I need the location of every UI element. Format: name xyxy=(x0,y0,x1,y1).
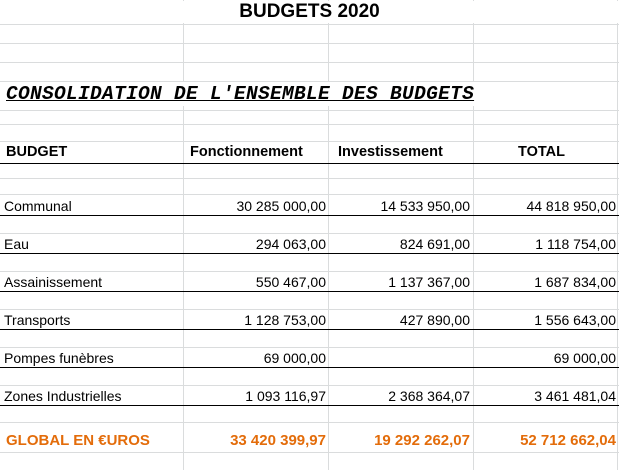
row-label[interactable]: Eau xyxy=(4,236,29,252)
row-label[interactable]: Pompes funèbres xyxy=(4,350,114,366)
grid-row-line xyxy=(0,110,619,111)
grid-row-line xyxy=(0,452,619,453)
grid-row-line xyxy=(0,178,619,179)
cell-total[interactable]: 44 818 950,00 xyxy=(475,197,616,215)
cell-total[interactable]: 1 118 754,00 xyxy=(475,235,616,253)
column-header-investissement[interactable]: Investissement xyxy=(338,144,443,160)
row-label[interactable]: Assainissement xyxy=(4,274,103,290)
header-border xyxy=(0,163,619,164)
grid-row-line xyxy=(0,271,619,272)
global-total-label[interactable]: GLOBAL EN €UROS xyxy=(6,432,150,449)
sheet-title[interactable]: BUDGETS 2020 xyxy=(0,1,619,23)
cell-fonctionnement[interactable]: 550 467,00 xyxy=(186,273,326,291)
cell-total[interactable]: 3 461 481,04 xyxy=(475,387,616,405)
cell-investissement[interactable]: 14 533 950,00 xyxy=(330,197,470,215)
grid-row-line xyxy=(0,124,619,125)
grid-column-line xyxy=(473,0,474,470)
grid-column-line xyxy=(617,0,618,470)
grid-row-line xyxy=(0,422,619,423)
row-label[interactable]: Transports xyxy=(4,312,71,328)
grid-row-line xyxy=(0,233,619,234)
cell-fonctionnement[interactable]: 1 128 753,00 xyxy=(186,311,326,329)
grid-row-line xyxy=(0,347,619,348)
cell-investissement[interactable]: 1 137 367,00 xyxy=(330,273,470,291)
global-total-investissement[interactable]: 19 292 262,07 xyxy=(330,431,470,451)
column-header-budget[interactable]: BUDGET xyxy=(6,144,68,160)
global-total-total[interactable]: 52 712 662,04 xyxy=(475,431,616,451)
cell-fonctionnement[interactable]: 30 285 000,00 xyxy=(186,197,326,215)
grid-row-line xyxy=(0,62,619,63)
grid-row-line xyxy=(0,43,619,44)
grid-row-line xyxy=(0,385,619,386)
row-border xyxy=(0,405,619,406)
row-border xyxy=(0,253,619,254)
grid-row-line xyxy=(0,309,619,310)
row-border xyxy=(0,215,619,216)
grid-row-line xyxy=(0,24,619,25)
grid-row-line xyxy=(0,194,619,195)
cell-total[interactable]: 1 687 834,00 xyxy=(475,273,616,291)
global-total-fonctionnement[interactable]: 33 420 399,97 xyxy=(186,431,326,451)
grid-column-line xyxy=(328,0,329,470)
column-header-fonctionnement[interactable]: Fonctionnement xyxy=(190,144,303,160)
grid-column-line xyxy=(183,0,184,470)
cell-total[interactable]: 69 000,00 xyxy=(475,349,616,367)
cell-total[interactable]: 1 556 643,00 xyxy=(475,311,616,329)
cell-fonctionnement[interactable]: 294 063,00 xyxy=(186,235,326,253)
cell-fonctionnement[interactable]: 69 000,00 xyxy=(186,349,326,367)
column-header-total[interactable]: TOTAL xyxy=(518,144,565,160)
row-label[interactable]: Zones Industrielles xyxy=(4,388,122,404)
row-border xyxy=(0,367,619,368)
cell-investissement[interactable] xyxy=(330,349,470,367)
sheet-subtitle[interactable]: CONSOLIDATION DE L'ENSEMBLE DES BUDGETS xyxy=(6,82,478,106)
cell-investissement[interactable]: 824 691,00 xyxy=(330,235,470,253)
row-label[interactable]: Communal xyxy=(4,198,72,214)
row-border xyxy=(0,329,619,330)
cell-investissement[interactable]: 427 890,00 xyxy=(330,311,470,329)
cell-investissement[interactable]: 2 368 364,07 xyxy=(330,387,470,405)
row-border xyxy=(0,291,619,292)
cell-fonctionnement[interactable]: 1 093 116,97 xyxy=(186,387,326,405)
